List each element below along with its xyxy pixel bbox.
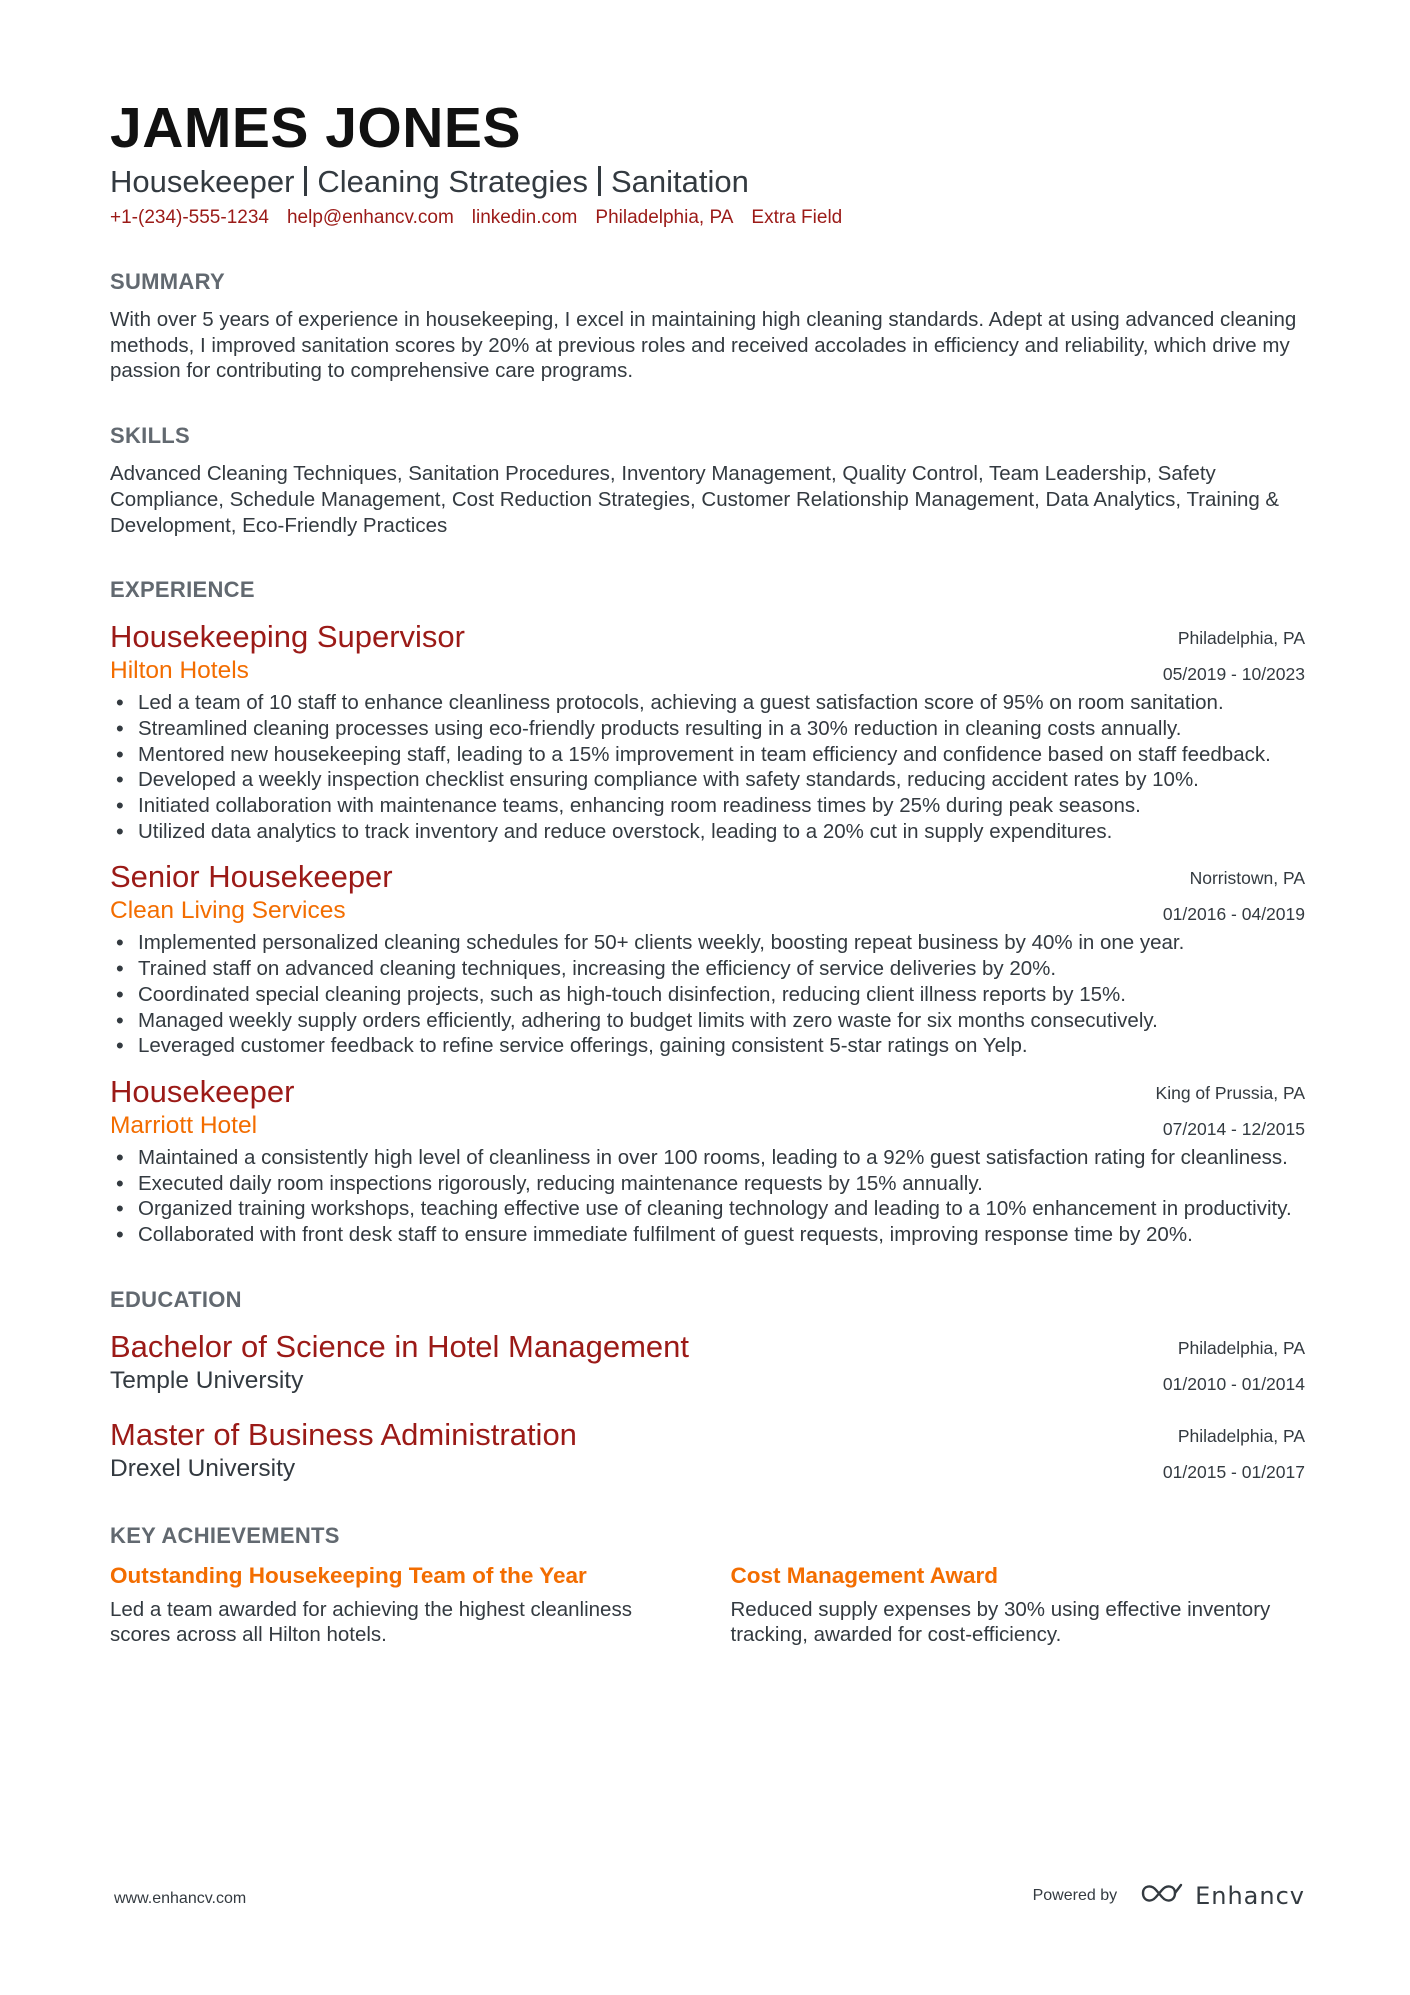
education-dates: 01/2010 - 01/2014 — [1162, 1373, 1305, 1394]
job-dates: 05/2019 - 10/2023 — [1162, 664, 1305, 685]
contact-phone[interactable]: +1-(234)-555-1234 — [110, 207, 269, 228]
list-item: • Collaborated with front desk staff to ensure immediate fulfilment of guest requests, improving response time by 20%. — [110, 1222, 1305, 1248]
job-title: Housekeeper — [110, 1073, 295, 1109]
contact-info — [110, 206, 1305, 230]
list-item: • Led a team of 10 staff to enhance cleanliness protocols, achieving a guest satisfaction score of 95% on room sanitation. — [110, 690, 1305, 716]
entry-meta — [1163, 1330, 1305, 1402]
job-dates: 07/2014 - 12/2015 — [1162, 1118, 1305, 1139]
education-location: Philadelphia, PA — [1177, 1337, 1305, 1358]
job-dates: 01/2016 - 04/2019 — [1162, 904, 1305, 925]
resume-page — [110, 96, 1305, 1648]
section-title: SUMMARY — [110, 269, 225, 294]
headline-part: Housekeeper — [110, 164, 295, 199]
headline-separator — [598, 166, 601, 196]
achievements-section — [110, 1522, 1305, 1648]
contact-extra-field: Extra Field — [751, 207, 843, 228]
achievement-title: Cost Management Award — [730, 1562, 999, 1588]
list-item: • Leveraged customer feedback to refine service offerings, gaining consistent 5-star ratings on Yelp. — [110, 1033, 1305, 1059]
job-bullets — [110, 690, 1305, 844]
list-item: • Trained staff on advanced cleaning techniques, increasing the efficiency of service deliveries by 20%. — [110, 956, 1305, 982]
list-item: • Mentored new housekeeping staff, leading to a 15% improvement in team efficiency and confidence based on staff feedback. — [110, 742, 1305, 768]
list-item: • Coordinated special cleaning projects, such as high-touch disinfection, reducing client illness reports by 15%. — [110, 982, 1305, 1008]
entry-meta — [1156, 1075, 1305, 1147]
footer-site-link[interactable]: www.enhancv.com — [114, 1890, 247, 1907]
experience-entry — [110, 858, 1305, 1059]
section-title: SKILLS — [110, 423, 191, 449]
candidate-name: JAMES JONES — [110, 96, 521, 160]
company-name: Clean Living Services — [110, 897, 346, 925]
job-location: Norristown, PA — [1189, 868, 1305, 889]
brand[interactable] — [1139, 1880, 1305, 1911]
company-name: Marriott Hotel — [110, 1111, 258, 1139]
list-item: • Utilized data analytics to track inventory and reduce overstock, leading to a 20% cut in supply expenditures. — [110, 819, 1305, 845]
headline-part: Cleaning Strategies — [317, 164, 588, 199]
job-location: King of Prussia, PA — [1155, 1082, 1305, 1103]
list-item: • Implemented personalized cleaning schedules for 50+ clients weekly, boosting repeat business by 40% in one year. — [110, 930, 1305, 956]
list-item: • Organized training workshops, teaching effective use of cleaning technology and leading to a 10% enhancement in productivity. — [110, 1196, 1305, 1222]
powered-by-label: Powered by — [1032, 1886, 1118, 1904]
entry-meta — [1163, 620, 1305, 692]
headline — [110, 162, 1305, 202]
achievement-title: Outstanding Housekeeping Team of the Year — [110, 1562, 587, 1588]
summary-section — [110, 268, 1305, 384]
experience-entry — [110, 1073, 1305, 1248]
education-entry — [110, 1328, 1305, 1396]
education-location: Philadelphia, PA — [1177, 1425, 1305, 1446]
job-bullets — [110, 930, 1305, 1059]
list-item: • Streamlined cleaning processes using eco-friendly products resulting in a 30% reduction in cleaning costs annually. — [110, 716, 1305, 742]
list-item: • Executed daily room inspections rigorously, reducing maintenance requests by 15% annually. — [110, 1171, 1305, 1197]
school-name: Temple University — [110, 1366, 304, 1394]
education-dates: 01/2015 - 01/2017 — [1162, 1461, 1305, 1482]
job-location: Philadelphia, PA — [1177, 628, 1305, 649]
summary-text: With over 5 years of experience in housekeeping, I excel in maintaining high cleaning standards. Adept at using advanced cleaning methods, I improved sanitation scores by 20% at previous roles and received accolades in efficiency and reliability, which drive my passion for contributing to comprehensive care programs. — [110, 308, 1297, 383]
section-title: EDUCATION — [110, 1286, 242, 1312]
school-name: Drexel University — [110, 1454, 296, 1482]
headline-part: Sanitation — [610, 164, 749, 199]
achievement-item — [731, 1561, 1306, 1648]
education-entry — [110, 1416, 1305, 1484]
achievement-description: Led a team awarded for achieving the highest cleanliness scores across all Hilton hotels. — [110, 1597, 632, 1647]
skills-section — [110, 422, 1305, 538]
achievement-description: Reduced supply expenses by 30% using effective inventory tracking, awarded for cost-efficiency. — [730, 1597, 1271, 1647]
contact-email[interactable]: help@enhancv.com — [286, 207, 454, 228]
enhancv-logo-icon — [1139, 1880, 1185, 1911]
list-item: • Developed a weekly inspection checklist ensuring compliance with safety standards, reducing accident rates by 10%. — [110, 767, 1305, 793]
brand-name: Enhancv — [1195, 1881, 1305, 1910]
experience-section — [110, 576, 1305, 1248]
job-title: Housekeeping Supervisor — [110, 619, 465, 655]
experience-entry — [110, 618, 1305, 844]
list-item: • Maintained a consistently high level of cleanliness in over 100 rooms, leading to a 92% guest satisfaction rating for cleanliness. — [110, 1145, 1305, 1171]
achievements-grid — [110, 1561, 1305, 1648]
education-section — [110, 1286, 1305, 1484]
entry-meta — [1163, 1418, 1305, 1490]
footer-branding — [1033, 1880, 1305, 1911]
section-title: KEY ACHIEVEMENTS — [110, 1522, 340, 1548]
job-bullets — [110, 1145, 1305, 1248]
entry-meta — [1163, 860, 1305, 932]
resume-header — [110, 96, 1305, 230]
page-footer — [110, 1880, 1305, 1920]
achievement-item — [110, 1561, 685, 1648]
degree-title: Bachelor of Science in Hotel Management — [110, 1328, 689, 1364]
contact-location: Philadelphia, PA — [595, 207, 734, 228]
list-item: • Managed weekly supply orders efficiently, adhering to budget limits with zero waste for six months consecutively. — [110, 1008, 1305, 1034]
job-title: Senior Housekeeper — [110, 859, 393, 895]
list-item: • Initiated collaboration with maintenance teams, enhancing room readiness times by 25% during peak seasons. — [110, 793, 1305, 819]
section-title: EXPERIENCE — [110, 577, 255, 603]
contact-linkedin[interactable]: linkedin.com — [471, 207, 578, 228]
company-name: Hilton Hotels — [110, 657, 249, 685]
degree-title: Master of Business Administration — [110, 1416, 577, 1452]
headline-separator — [304, 166, 307, 196]
skills-text: Advanced Cleaning Techniques, Sanitation Procedures, Inventory Management, Quality Control, Team Leadership, Safety Compliance, Schedule Management, Cost Reduction Strategies, Customer Relationship Management, Data Analytics, Training & Development, Eco-Friendly Practices — [110, 462, 1280, 537]
